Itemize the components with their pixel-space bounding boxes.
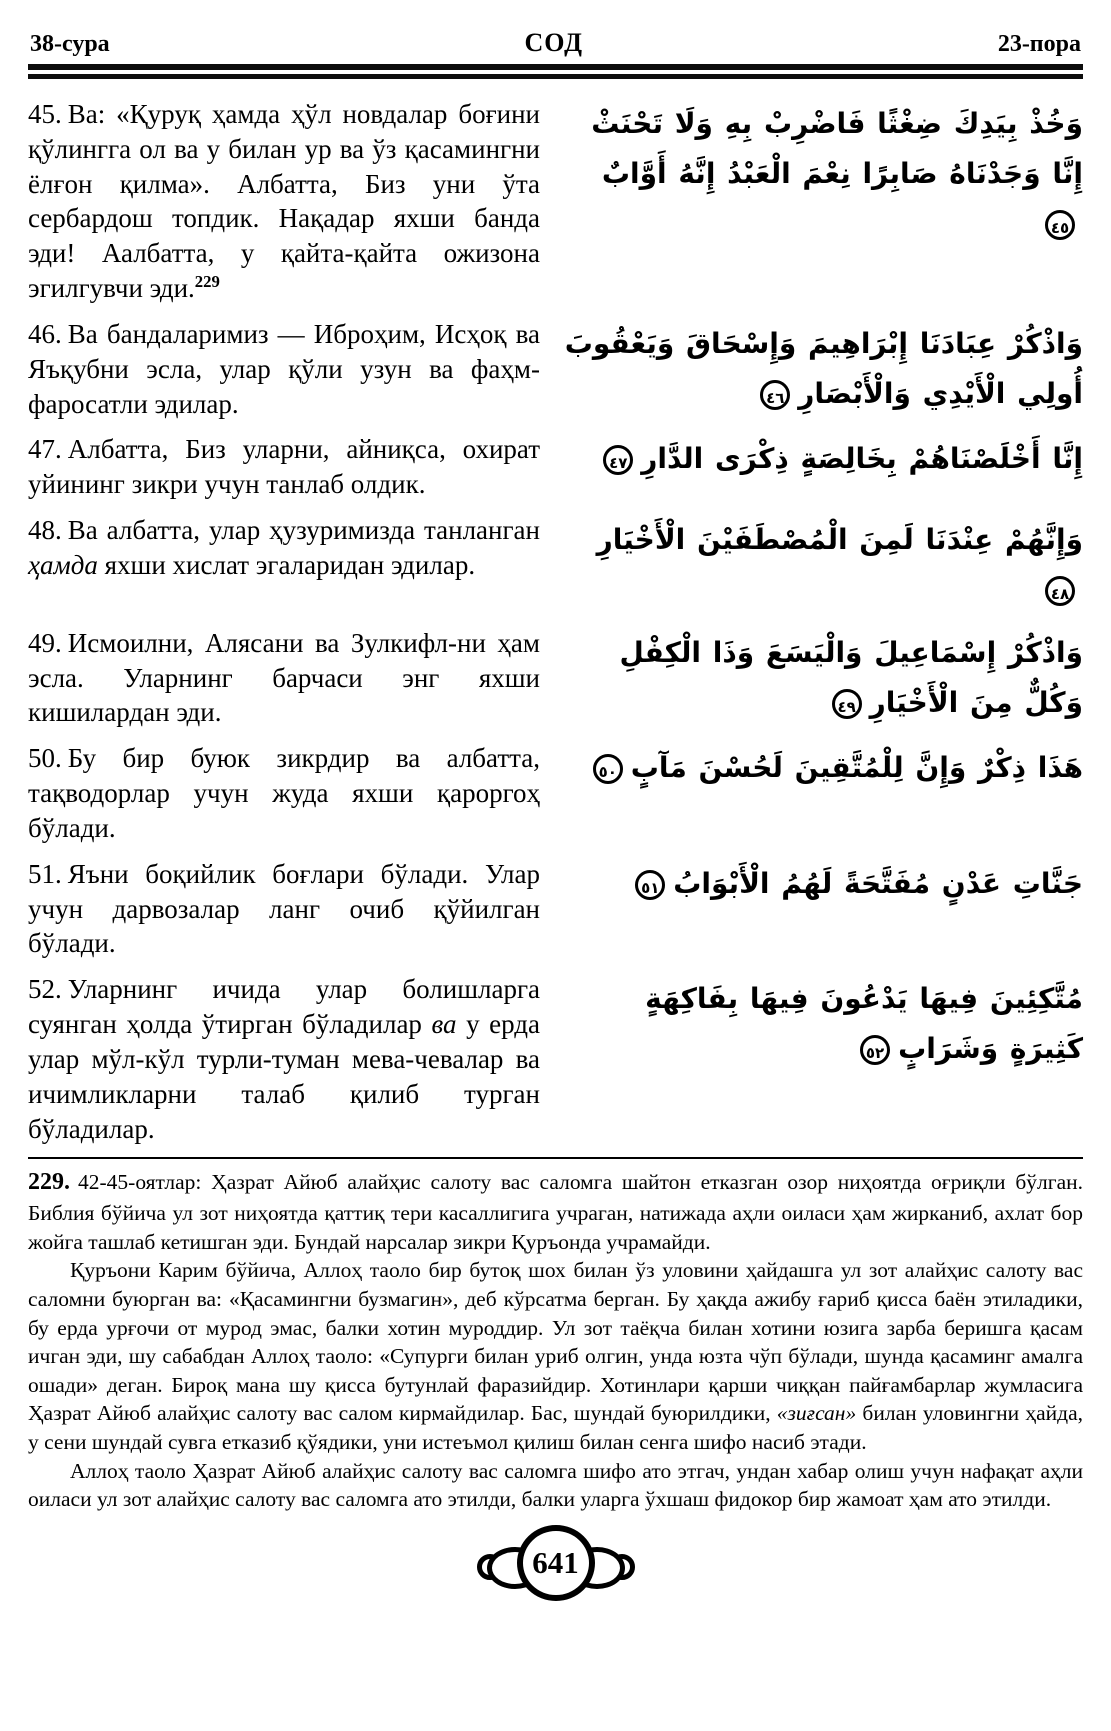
ayah-number-badge: ٤٧ xyxy=(603,445,633,475)
verse-row xyxy=(28,626,1083,730)
verses-section xyxy=(0,79,1111,1146)
footnote-paragraph: Қуръони Карим бўйича, Аллоҳ таоло бир бутоқ шох билан ўз уловини ҳайдашга ул зот алайҳис салоту вас саломни буюрган ва: «Қасамингни бузмагин», деб кўрсатма берган. Бу ҳақда ажибу ғариб қисса баён этиладики, бу ерда урғочи от мурод эмас, балки хотин муроддир. Ул зот таёқча билан хотини юзига зарба беришга қасам ичган эди, шу сабабдан Аллоҳ таоло: «Супурги билан уриб олгин, унда юзта чўп бўлади, шунда қасаминг амалга ошади» деган. Бироқ мана шу қисса бутунлай фаразийдир. Хотинлари қарши чиққан пайғамбарлар жумласига Ҳазрат Айюб алайҳис салоту вас салом кирмайдилар. Бас, шундай буюрилдики, «зиғсан» билан уловингни ҳайда, у сени шундай сувга етказиб қўядики, уни истеъмол қилиш билан сенга шифо насиб этади. xyxy=(28,1258,1083,1455)
verse-row xyxy=(28,972,1083,1146)
verse-number: 51. xyxy=(28,858,62,889)
sura-label: 38-сура xyxy=(30,31,110,57)
verse-number: 48. xyxy=(28,515,62,546)
verse-arabic-text: وَاذْكُرْ إِسْمَاعِيلَ وَالْيَسَعَ وَذَا الْكِفْلِ وَكُلٌّ مِنَ الْأَخْيَارِ٤٩ xyxy=(619,635,1083,719)
verse-arabic-text: وَإِنَّهُمْ عِنْدَنَا لَمِنَ الْمُصْطَفَيْنَ الْأَخْيَارِ٤٨ xyxy=(562,515,1083,615)
verse-arabic-text: وَاذْكُرْ عِبَادَنَا إِبْرَاهِيمَ وَإِسْحَاقَ وَيَعْقُوبَ أُولِي الْأَيْدِي وَالْأَبْصَارِ٤٦ xyxy=(564,326,1083,410)
footnote-paragraph: 229. 42-45-оятлар: Ҳазрат Айюб алайҳис салоту вас саломга шайтон етказган озор ниҳоятда оғриқли бўлган. Библия бўйича ул зот ниҳоятда қаттиқ тери касаллигига учраган, натижада аҳли оиласи ҳам жирканиб, ахлат бор жойга ташлаб кетишган эди. Бундай нарсалар зикри Қуръонда учрамайди. xyxy=(28,1169,1083,1254)
verse-uzbek-text: 47. Албатта, Биз уларни, айниқса, охират уйининг зикри учун танлаб олдик. xyxy=(28,434,540,500)
page-number: 641 xyxy=(532,1544,579,1580)
footnote-section xyxy=(28,1157,1083,1513)
verse-number: 49. xyxy=(28,627,62,658)
para-label: 23-пора xyxy=(997,31,1081,57)
ayah-number-badge: ٥٢ xyxy=(860,1035,890,1065)
ayah-number-badge: ٤٥ xyxy=(1045,210,1075,240)
verse-uzbek-text: 46. Ва бандаларимиз — Иброҳим, Исҳоқ ва Яъқубни эсла, улар қўли узун ва фаҳм-фаросатли эдилар. xyxy=(28,318,540,419)
ayah-number-badge: ٤٦ xyxy=(760,380,790,410)
page-number-medallion xyxy=(517,1525,595,1601)
verse-row xyxy=(28,432,1083,502)
verse-uzbek-text: 49. Исмоилни, Алясани ва Зулкифл-ни ҳам эсла. Уларнинг барчаси энг яхши кишилардан эди. xyxy=(28,627,540,728)
ayah-number-badge: ٥٠ xyxy=(593,754,623,784)
page-header xyxy=(0,14,1111,60)
verse-arabic-text: إِنَّا أَخْلَصْنَاهُمْ بِخَالِصَةٍ ذِكْرَى الدَّارِ٤٧ xyxy=(562,434,1083,484)
sura-title: СОД xyxy=(524,28,584,57)
verse-arabic-text: جَنَّاتِ عَدْنٍ مُفَتَّحَةً لَهُمُ الْأَبْوَابُ٥١ xyxy=(562,859,1083,909)
ayah-number-badge: ٥١ xyxy=(635,870,665,900)
verse-arabic-text: وَخُذْ بِيَدِكَ ضِغْثًا فَاضْرِبْ بِهِ وَلَا تَحْنَثْ إِنَّا وَجَدْنَاهُ صَابِرًا نِعْمَ الْعَبْدُ إِنَّهُ أَوَّابٌ٤٥ xyxy=(562,99,1083,248)
verse-number: 50. xyxy=(28,743,62,774)
verse-uzbek-text: 45. Ва: «Қуруқ ҳамда ҳўл новдалар боғини қўлингга ол ва у билан ур ва ўз қасамингни ёлғон қилма». Албатта, Биз уни ўта сербардош топдик. Нақадар яхши банда эди! Аалбатта, у қайта-қайта ожизона эгилгувчи эди.$^{229}$ xyxy=(28,99,540,304)
verse-number: 45. xyxy=(28,99,62,129)
verse-number: 46. xyxy=(28,318,62,349)
footnote-ref-superscript: 229 xyxy=(194,272,220,292)
verse-row xyxy=(28,741,1083,845)
footnote-paragraph: Аллоҳ таоло Ҳазрат Айюб алайҳис салоту вас саломга шифо ато этгач, ундан хабар олиш учун нафақат аҳли оиласи ул зот алайҳис салоту вас саломга ато этилди, балки уларга ўхшаш фидокор бир жамоат ҳам ато этилди. xyxy=(28,1458,1083,1512)
verse-row xyxy=(28,317,1083,421)
header-double-rule xyxy=(28,64,1083,79)
verse-number: 52. xyxy=(28,974,62,1005)
ayah-number-badge: ٤٩ xyxy=(832,689,862,719)
verse-row xyxy=(28,857,1083,961)
verse-uzbek-text: 50. Бу бир буюк зикрдир ва албатта, тақводорлар учун жуда яхши қароргоҳ бўлади. xyxy=(28,743,540,843)
verse-uzbek-text: 52. Уларнинг ичида улар болишларга суянган ҳолда ўтирган бўладилар ва у ерда улар мўл-кўл турли-туман мева-чевалар ва ичимликларни талаб қилиб турган бўладилар. xyxy=(28,974,540,1144)
verse-row xyxy=(28,513,1083,615)
verse-arabic-text: مُتَّكِئِينَ فِيهَا يَدْعُونَ فِيهَا بِفَاكِهَةٍ كَثِيرَةٍ وَشَرَابٍ٥٢ xyxy=(645,982,1083,1066)
verse-arabic-text: هَذَا ذِكْرٌ وَإِنَّ لِلْمُتَّقِينَ لَحُسْنَ مَآبٍ٥٠ xyxy=(562,743,1083,793)
ayah-number-badge: ٤٨ xyxy=(1045,576,1075,606)
page-number-ornament xyxy=(471,1522,641,1602)
verse-row xyxy=(28,97,1083,306)
verse-uzbek-text: 48. Ва албатта, улар ҳузуримизда танланган ҳамда яхши хислат эгаларидан эдилар. xyxy=(28,515,540,580)
verse-number: 47. xyxy=(28,434,62,465)
verse-uzbek-text: 51. Яъни боқийлик боғлари бўлади. Улар учун дарвозалар ланг очиб қўйилган бўлади. xyxy=(28,858,540,959)
footnote-number: 229. xyxy=(28,1169,70,1196)
